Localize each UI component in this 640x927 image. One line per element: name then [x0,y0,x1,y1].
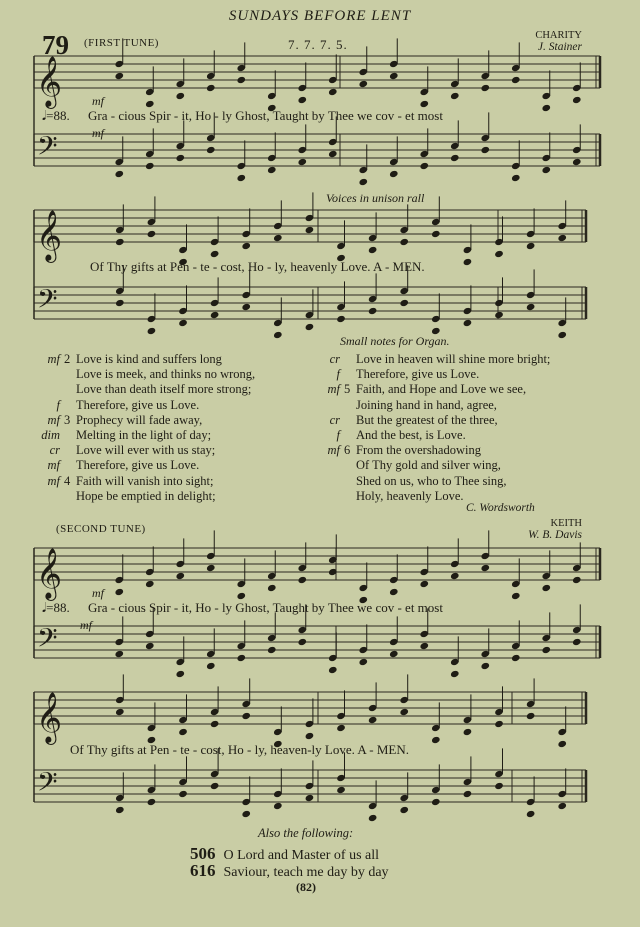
tune1-unison-note: Voices in unison rall [326,191,425,205]
verse-text: Faith, and Hope and Love we see, [356,382,527,397]
first-tune-label: (FIRST TUNE) [84,37,159,49]
verse-line [30,398,255,413]
verse-text: Love in heaven will shine more bright; [356,352,551,366]
verse-line [310,428,550,443]
verse-line [30,458,255,473]
verse-line [30,413,255,428]
tune2-dynamic-bass: mf [80,618,92,632]
verse-dynamic: mf [47,473,60,488]
verse-dynamic: mf [47,352,60,366]
verse-line [310,474,550,489]
verse-line [310,413,550,428]
also-item [190,861,389,881]
first-tune-name: CHARITY [535,30,582,41]
second-tune-label: (SECOND TUNE) [56,523,146,535]
verse-text: Therefore, give us Love. [76,458,200,473]
verse-text: Hope be emptied in delight; [76,488,216,503]
verse-text: Shed on us, who to Thee sing, [356,473,507,488]
page-header: SUNDAYS BEFORE LENT [228,8,412,24]
svg-text:𝄢: 𝄢 [37,766,58,804]
verse-text: But the greatest of the three, [356,412,498,427]
verse-dynamic: mf [47,412,60,427]
hymn-number: 79 [42,30,69,60]
verse-text: Love is meek, and thinks no wrong, [76,367,256,382]
verse-dynamic: dim [41,428,60,443]
verse-text: Joining hand in hand, agree, [356,397,497,412]
verse-line [310,352,550,367]
svg-text:𝄢: 𝄢 [37,283,58,321]
second-tune-name: KEITH [550,518,582,529]
verse-dynamic: cr [329,412,340,427]
tune1-organ-note: Small notes for Organ. [340,334,450,348]
verse-line [310,382,550,397]
svg-text:𝄢: 𝄢 [37,130,58,168]
svg-text:𝄞: 𝄞 [36,692,63,743]
svg-text:𝄞: 𝄞 [36,56,63,107]
also-label: Also the following: [258,826,354,840]
verse-line [30,367,255,382]
verses-right-column [310,352,550,504]
also-item-title: Saviour, teach me day by day [223,865,389,880]
verse-line [310,458,550,473]
verse-text: Melting in the light of day; [76,428,212,443]
verse-number: 3 [64,412,71,427]
svg-text:𝄢: 𝄢 [37,622,58,660]
verse-line [310,367,550,382]
hymn-meter: 7. 7. 7. 5. [288,37,348,52]
tune2-lyric-line2: Of Thy gifts at Pen - te - cost, Ho - ly, heaven-ly Love. A - MEN. [70,742,410,757]
verse-dynamic: cr [329,352,340,366]
verse-line [30,352,255,367]
verse-number: 6 [344,443,351,458]
verse-line [30,443,255,458]
svg-text:𝄞: 𝄞 [36,548,63,599]
verse-text: Holy, heavenly Love. [356,488,464,503]
verse-text: From the overshadowing [356,443,481,458]
page-number: (82) [296,880,316,894]
second-tune-attribution [528,518,582,541]
verse-line [30,474,255,489]
verse-text: Therefore, give us Love. [76,397,200,412]
tune1-lyric-line1: Gra - cious Spir - it, Ho - ly Ghost, Taught by Thee we cov - et most [88,108,443,123]
verse-line [30,428,255,443]
verse-text: Of Thy gold and silver wing, [356,458,501,473]
verse-line [310,398,550,413]
first-tune-composer: J. Stainer [537,41,582,53]
verse-dynamic: f [56,397,60,412]
also-item-number: 616 [190,861,216,880]
hymn-author: C. Wordsworth [466,502,535,514]
tune1-lyric-line2: Of Thy gifts at Pen - te - cost, Ho - ly, heavenly Love. A - MEN. [90,259,425,274]
verse-dynamic: f [336,367,340,382]
tune1-dynamic-bass: mf [92,126,104,140]
verse-text: Love is kind and suffers long [76,352,222,366]
verse-text: Faith will vanish into sight; [76,473,214,488]
verse-line [30,382,255,397]
verse-text: Love than death itself more strong; [76,382,252,397]
verses-left-column [30,352,255,504]
second-tune-composer: W. B. Davis [528,529,582,541]
svg-text:𝄞: 𝄞 [36,210,63,261]
verse-text: Therefore, give us Love. [356,367,480,382]
tune2-tempo: 𝅘𝅥=88. [42,600,70,615]
tune1-tempo: 𝅘𝅥=88. [42,108,70,123]
verse-dynamic: mf [47,458,60,473]
verse-line [30,489,255,504]
verse-dynamic: cr [49,443,60,458]
verse-number: 5 [344,382,351,397]
tune2-dynamic-top: mf [92,586,104,600]
tune1-dynamic-top: mf [92,94,104,108]
also-item-number: 506 [190,844,216,863]
verse-text: And the best, is Love. [356,428,466,443]
verse-line [310,443,550,458]
tune2-lyric-line1: Gra - cious Spir - it, Ho - ly Ghost, Taught by Thee we cov - et most [88,600,443,615]
verse-dynamic: mf [327,382,340,397]
verse-number: 4 [64,473,71,488]
verse-text: Prophecy will fade away, [76,412,203,427]
verse-dynamic: mf [327,443,340,458]
verse-text: Love will ever with us stay; [76,443,216,458]
verse-number: 2 [64,352,71,366]
verse-dynamic: f [336,428,340,443]
also-item-title: O Lord and Master of us all [223,848,380,863]
